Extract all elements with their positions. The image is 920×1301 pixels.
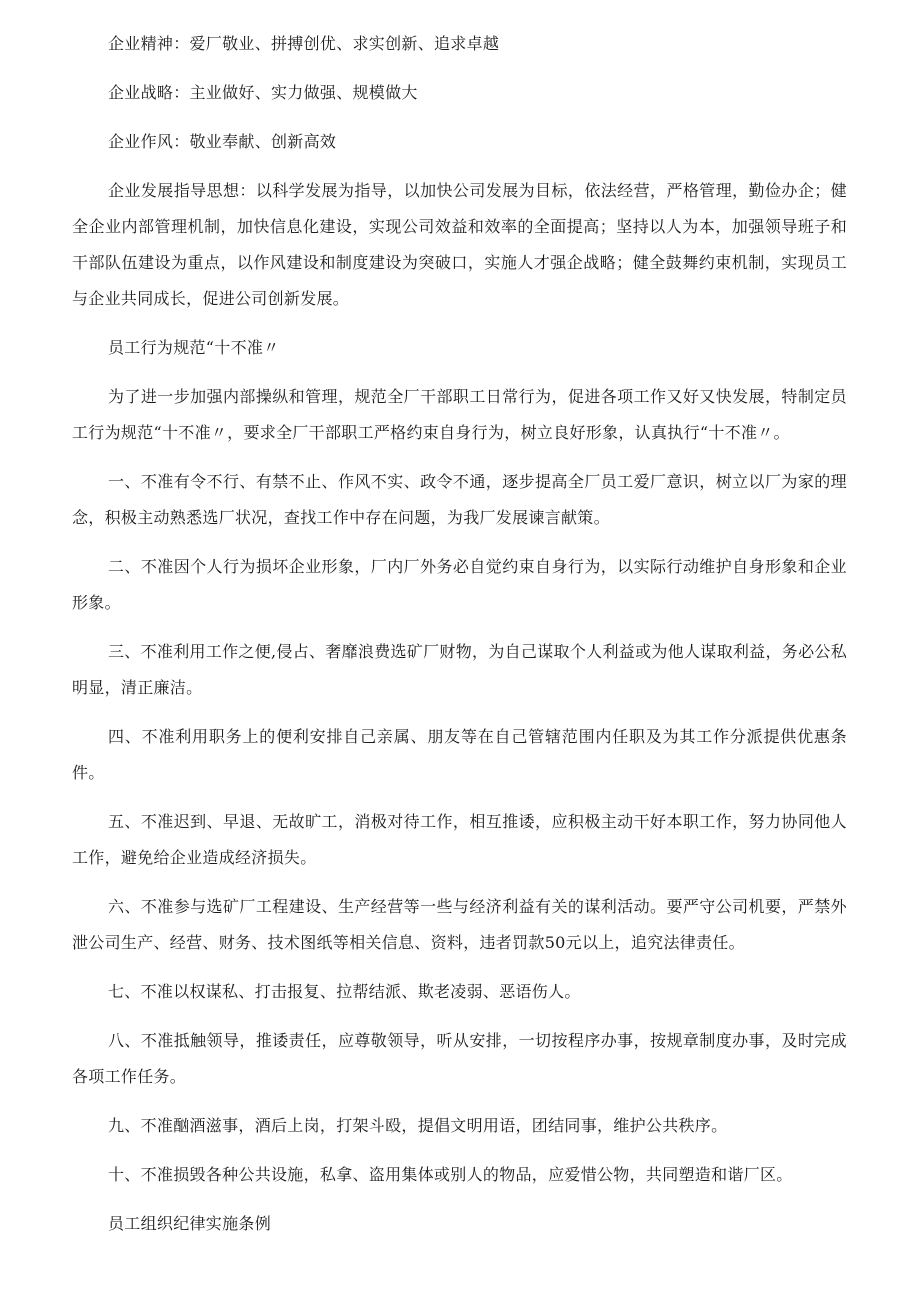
section-heading-discipline-regulations: 员工组织纪律实施条例 xyxy=(108,1214,272,1233)
paragraph-development-guideline: 企业发展指导思想：以科学发展为指导，以加快公司发展为目标，依法经营，严格管理，勤俭办企；健全企业内部管理机制，加快信息化建设，实现公司效益和效率的全面提高；坚持以人为本，加强领导班子和干部队伍建设为重点，以作风建设和制度建设为突破口，实施人才强企战略；健全鼓舞约束机制，实现员工与企业共同成长，促进公司创新发展。 xyxy=(72,181,847,308)
paragraph-enterprise-style: 企业作风：敬业奉献、创新高效 xyxy=(108,132,337,151)
rule-item-4: 四、不准利用职务上的便利安排自己亲属、朋友等在自己管辖范围内任职及为其工作分派提供优惠条件。 xyxy=(72,727,847,782)
section-heading-ten-prohibitions: 员工行为规范“十不准〃 xyxy=(108,338,280,357)
rule-item-7: 七、不准以权谋私、打击报复、拉帮结派、欺老凌弱、恶语伤人。 xyxy=(108,982,581,1001)
paragraph-enterprise-spirit: 企业精神：爱厂敬业、拼搏创优、求实创新、追求卓越 xyxy=(108,34,500,53)
rule-item-8: 八、不准抵触领导，推诿责任，应尊敬领导，听从安排，一切按程序办事，按规章制度办事，及时完成各项工作任务。 xyxy=(72,1031,847,1086)
rule-item-5: 五、不准迟到、早退、无故旷工，消极对待工作，相互推诿，应积极主动干好本职工作，努力协同他人工作，避免给企业造成经济损失。 xyxy=(72,812,847,867)
rule-item-3: 三、不准利用工作之便,侵占、奢靡浪费选矿厂财物，为自己谋取个人利益或为他人谋取利益，务必公私明显，清正廉洁。 xyxy=(72,642,847,697)
rule-item-9: 九、不准酗酒滋事，酒后上岗，打架斗殴，提倡文明用语，团结同事，维护公共秩序。 xyxy=(108,1116,728,1135)
document-page xyxy=(72,26,847,1242)
rule-item-6: 六、不准参与选矿厂工程建设、生产经营等一些与经济利益有关的谋利活动。要严守公司机要，严禁外泄公司生产、经营、财务、技术图纸等相关信息、资料，违者罚款50元以上，追究法律责任。 xyxy=(72,897,847,952)
paragraph-enterprise-strategy: 企业战略：主业做好、实力做强、规模做大 xyxy=(108,83,418,102)
rule-item-10: 十、不准损毁各种公共设施，私拿、盗用集体或别人的物品，应爱惜公物，共同塑造和谐厂区。 xyxy=(108,1165,793,1184)
paragraph-ten-prohibitions-intro: 为了进一步加强内部操纵和管理，规范全厂干部职工日常行为，促进各项工作又好又快发展，特制定员工行为规范“十不准〃，要求全厂干部职工严格约束自身行为，树立良好形象，认真执行“十不准〃。 xyxy=(72,387,847,442)
rule-item-1: 一、不准有令不行、有禁不止、作风不实、政令不通，逐步提高全厂员工爱厂意识，树立以厂为家的理念，积极主动熟悉选厂状况，查找工作中存在问题，为我厂发展谏言献策。 xyxy=(72,472,847,527)
rule-item-2: 二、不准因个人行为损坏企业形象，厂内厂外务必自觉约束自身行为，以实际行动维护自身形象和企业形象。 xyxy=(72,557,847,612)
